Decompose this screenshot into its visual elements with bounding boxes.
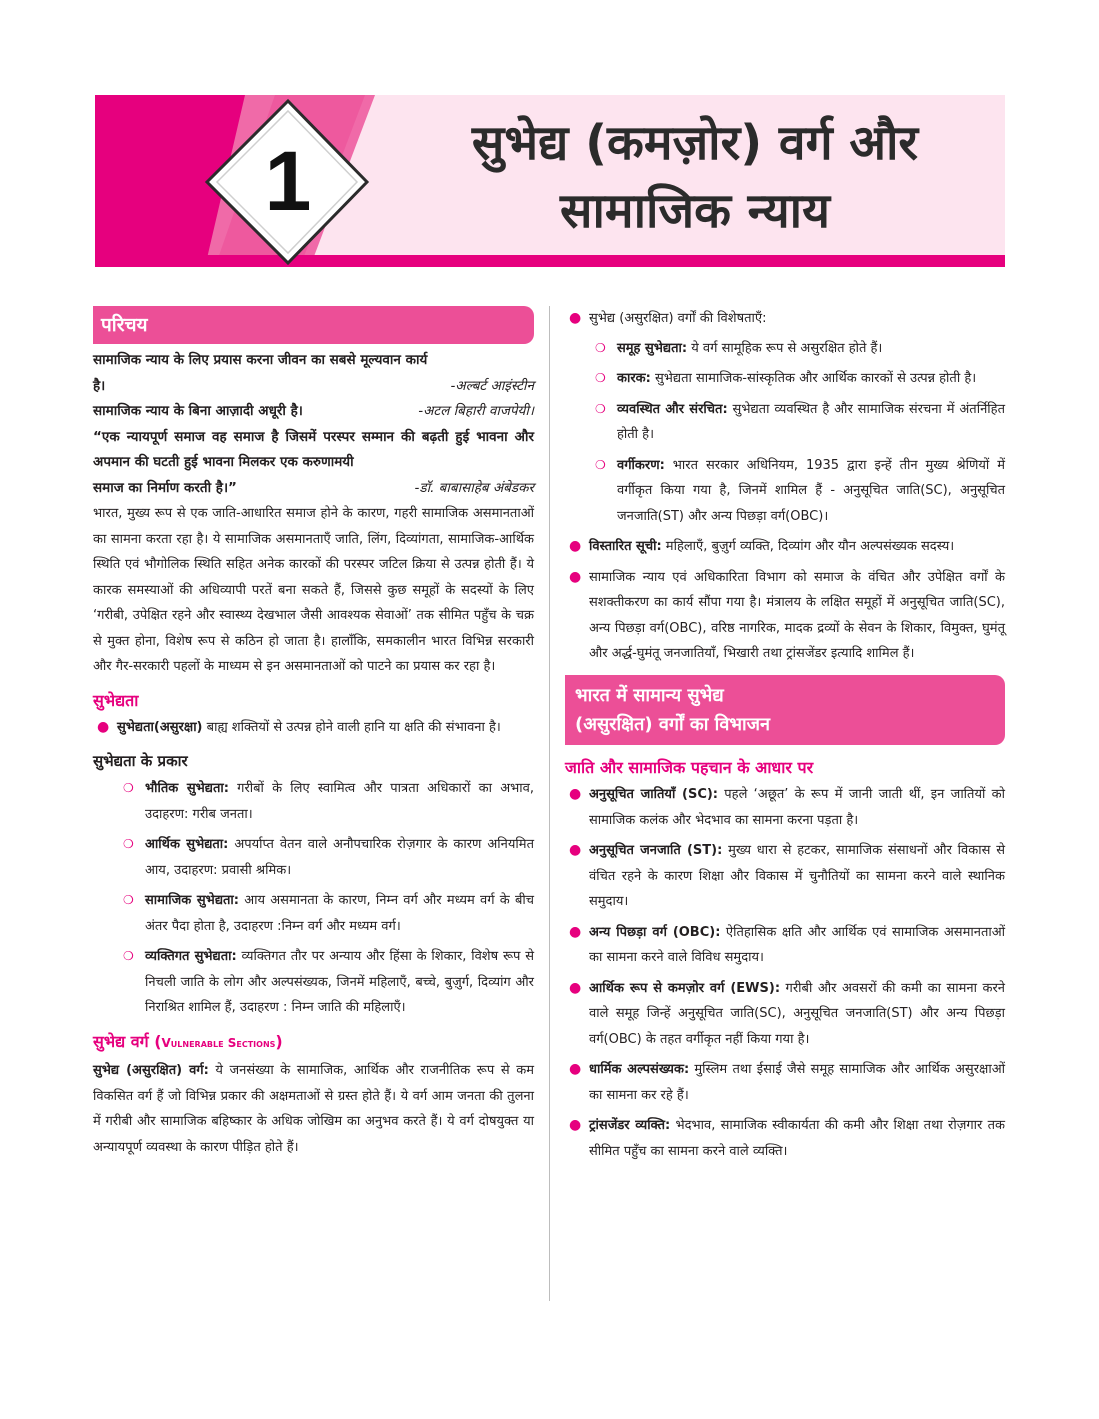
right-column [565,306,1005,1169]
filled-circle-bullet-icon: ● [569,310,582,326]
quote-vajpayee [93,399,534,425]
list-item [593,397,1005,448]
extended-list [565,534,1005,667]
vulnerable-sections-heading-hi: सुभेद्य वर्ग ( [93,1031,162,1051]
chapter-title [395,109,995,245]
list-item [565,920,1005,971]
hollow-circle-bullet-icon: ❍ [595,401,606,416]
quote-vajpayee-author: -अटल बिहारी वाजपेयी। [418,403,534,419]
quote-ambedkar-author: -डॉ. बाबासाहेब अंबेडकर [414,479,534,496]
filled-circle-bullet-icon: ● [569,842,582,858]
feature-text: भारत सरकार अधिनियम, 1935 द्वारा इन्हें तीन मुख्य श्रेणियों में वर्गीकृत किया गया है, जिनमें शामिल हैं - अनुसूचित जाति(SC), अनुसूचित जनजाति(ST) और अन्य पिछड़ा वर्ग(OBC)। [617,457,1005,524]
left-column [93,306,534,1160]
chapter-number: 1 [264,134,312,228]
hollow-circle-bullet-icon: ❍ [123,837,134,851]
list-item [565,534,1005,560]
vulnerability-list [93,715,534,741]
vulnerability-text: बाह्य शक्तियों से उत्पन्न होने वाली हानि या क्षति की संभावना है। [202,720,501,735]
ministry-text: सामाजिक न्याय एवं अधिकारिता विभाग को समाज के वंचित और उपेक्षित वर्गों के सशक्तीकरण का कार्य सौंपा गया है। मंत्रालय के लक्षित समूहों में अनुसूचित जाति(SC), अन्य पिछड़ा वर्ग(OBC), वरिष्ठ नागरिक, मादक द्रव्यों के सेवन के शिकार, विमुक्त, घुमंतू और अर्द्ध-घुमंतू जनजातियाँ, भिखारी तथा ट्रांसजेंडर इत्यादि शामिल हैं। [589,569,1005,661]
features-list [565,306,1005,332]
quote-ambedkar-text: “एक न्यायपूर्ण समाज वह समाज है जिसमें परस्पर सम्मान की बढ़ती हुई भावना और अपमान की घटती हुई भावना मिलकर एक करुणामयी [93,428,534,470]
extended-text: महिलाएँ, बुज़ुर्ग व्यक्ति, दिव्यांग और यौन अल्पसंख्यक सदस्य। [661,539,955,554]
hollow-circle-bullet-icon: ❍ [123,949,134,963]
list-item [593,366,1005,392]
type-term: व्यक्तिगत सुभेद्यता: [145,949,237,964]
quote-vajpayee-text: सामाजिक न्याय के बिना आज़ादी अधूरी है। [93,403,303,419]
feature-text: ये वर्ग सामूहिक रूप से असुरक्षित होते हैं। [687,340,883,356]
list-item [565,782,1005,833]
filled-circle-bullet-icon: ● [97,719,110,735]
vulnerable-sections-heading-en: Vulnerable Sections [161,1035,276,1050]
group-text: ऐतिहासिक क्षति और आर्थिक एवं सामाजिक असमानताओं का सामना करने वाले विविध समुदाय। [589,924,1006,965]
hollow-circle-bullet-icon: ❍ [595,371,606,385]
feature-term: कारक: [617,371,651,386]
filled-circle-bullet-icon: ● [569,1061,582,1077]
quote-ambedkar [93,476,534,502]
caste-identity-heading: जाति और सामाजिक पहचान के आधार पर [565,757,814,777]
quote-ambedkar-end: समाज का निर्माण करती है।” [93,479,237,496]
type-term: भौतिक सुभेद्यता: [145,781,229,796]
column-divider [549,306,550,1301]
list-item [593,336,1005,362]
quote-einstein-author: -अल्बर्ट आइंस्टीन [450,377,534,394]
group-text: भेदभाव, सामाजिक स्वीकार्यता की कमी और शिक्षा तथा रोज़गार तक सीमित पहुँच का सामना करने वाले व्यक्ति। [589,1118,1005,1159]
list-item [593,453,1005,530]
features-intro: सुभेद्य (असुरक्षित) वर्गों की विशेषताएँ: [589,311,767,326]
quote-einstein-text: सामाजिक न्याय के लिए प्रयास करना जीवन का सबसे मूल्यवान कार्य [93,352,428,368]
vulnerable-sections-term: सुभेद्य (असुरक्षित) वर्ग: [93,1063,209,1078]
hollow-circle-bullet-icon: ❍ [595,457,606,472]
list-item [565,976,1005,1053]
feature-term: वर्गीकरण: [617,457,665,473]
division-heading-line-2: (असुरक्षित) वर्गों का विभाजन [575,713,770,735]
filled-circle-bullet-icon: ● [569,786,582,802]
list-item [93,715,534,741]
group-text: पहले ‘अछूत’ के रूप में जानी जाती थीं, इन जातियों को सामाजिक कलंक और भेदभाव का सामना करना पड़ता है। [589,787,1005,828]
group-term: अनुसूचित जातियाँ (SC): [589,787,718,802]
feature-term: समूह सुभेद्यता: [617,340,688,356]
filled-circle-bullet-icon: ● [569,923,582,940]
list-item [565,1113,1005,1164]
list-item [121,944,534,1021]
hollow-circle-bullet-icon: ❍ [123,893,134,907]
list-item [565,565,1005,667]
features-sublist [565,336,1005,530]
filled-circle-bullet-icon: ● [569,568,582,585]
division-heading [565,675,1005,745]
types-heading: सुभेद्यता के प्रकार [93,751,188,770]
filled-circle-bullet-icon: ● [569,538,582,554]
chapter-title-line-1: सुभेद्य (कमज़ोर) वर्ग और [471,115,919,171]
feature-text: सुभेद्यता सामाजिक-सांस्कृतिक और आर्थिक कारकों से उत्पन्न होती है। [650,371,977,386]
vulnerable-sections-text: ये जनसंख्या के सामाजिक, आर्थिक और राजनीतिक रूप से कम विकसित वर्ग हैं जो विभिन्न प्रकार की अक्षमताओं से ग्रस्त होते हैं। ये वर्ग आम जनता की तुलना में गरीबी और सामाजिक बहिष्कार के अधिक जोखिम का अनुभव करते हैं। ये वर्ग दोषयुक्त या अन्यायपूर्ण व्यवस्था के कारण पीड़ित होते हैं। [93,1063,534,1155]
group-term: अनुसूचित जनजाति (ST): [589,843,723,858]
list-item [121,776,534,827]
list-item [121,888,534,939]
quote-einstein-end: है। [93,377,106,394]
list-item [565,306,1005,332]
type-text: गरीबों के लिए स्वामित्व और पात्रता अधिकारों का अभाव, उदाहरण: गरीब जनता। [145,781,534,822]
vulnerability-heading: सुभेद्यता [93,690,139,710]
list-item [121,832,534,883]
feature-term: व्यवस्थित और संरचित: [617,401,728,417]
groups-list [565,782,1005,1164]
hollow-circle-bullet-icon: ❍ [123,781,134,795]
type-text: आय असमानता के कारण, निम्न वर्ग और मध्यम वर्ग के बीच अंतर पैदा होता है, उदाहरण :निम्न वर्ग और मध्यम वर्ग। [145,893,534,934]
filled-circle-bullet-icon: ● [569,1117,582,1133]
group-text: गरीबी और अवसरों की कमी का सामना करने वाले समूह जिन्हें अनुसूचित जाति(SC), अनुसूचित जनजाति(ST) और अन्य पिछड़ा वर्ग(OBC) के तहत वर्गीकृत नहीं किया गया है। [589,980,1005,1047]
vulnerable-sections-heading-close: ) [275,1031,283,1051]
group-text: मुस्लिम तथा ईसाई जैसे समूह सामाजिक और आर्थिक असुरक्षाओं का सामना कर रहे हैं। [589,1062,1005,1103]
chapter-title-line-2: सामाजिक न्याय [560,183,830,239]
vulnerability-term: सुभेद्यता(असुरक्षा) [117,720,203,735]
group-term: अन्य पिछड़ा वर्ग (OBC): [589,924,721,940]
division-heading-line-1: भारत में सामान्य सुभेद्य [575,684,724,706]
chapter-header [95,95,1005,267]
quote-einstein [93,374,534,400]
types-list [93,776,534,1021]
list-item [565,1057,1005,1108]
extended-term: विस्तारित सूची: [589,539,662,554]
group-term: आर्थिक रूप से कमज़ोर वर्ग (EWS): [589,980,781,996]
filled-circle-bullet-icon: ● [569,979,582,996]
vulnerable-sections-paragraph [93,1058,534,1160]
hollow-circle-bullet-icon: ❍ [595,340,606,355]
list-item [565,838,1005,915]
group-term: ट्रांसजेंडर व्यक्ति: [589,1118,671,1133]
type-text: अपर्याप्त वेतन वाले अनौपचारिक रोज़गार के कारण अनियमित आय, उदाहरण: प्रवासी श्रमिक। [145,837,534,878]
group-term: धार्मिक अल्पसंख्यक: [589,1062,690,1077]
group-text: मुख्य धारा से हटकर, सामाजिक संसाधनों और विकास से वंचित रहने के कारण शिक्षा और विकास में चुनौतियों का सामना करने वाले स्थानिक समुदाय। [589,843,1005,909]
intro-paragraph: भारत, मुख्य रूप से एक जाति-आधारित समाज होने के कारण, गहरी सामाजिक असमानताओं का सामना करता रहा है। ये सामाजिक असमानताएँ जाति, लिंग, दिव्यांगता, सामाजिक-आर्थिक स्थिति एवं भौगोलिक स्थिति सहित अनेक कारकों की परस्पर जटिल क्रिया से उत्पन्न होती हैं। ये कारक समस्याओं की अधिव्यापी परतें बना सकते हैं, जिससे कुछ समूहों के सदस्यों के लिए ‘गरीबी, उपेक्षित रहने और स्वास्थ्य देखभाल जैसी आवश्यक सेवाओं’ तक सीमित पहुँच के चक्र से मुक्त होना, विशेष रूप से कठिन हो जाता है। हालाँकि, समकालीन भारत विभिन्न सरकारी और गैर-सरकारी पहलों के माध्यम से इन असमानताओं को पाटने का प्रयास कर रहा है। [93,506,534,674]
vulnerable-sections-heading [93,1029,534,1057]
intro-heading: परिचय [93,306,534,344]
type-text: व्यक्तिगत तौर पर अन्याय और हिंसा के शिकार, विशेष रूप से निचली जाति के लोग और अल्पसंख्यक, जिनमें महिलाएँ, बच्चे, बुज़ुर्ग, दिव्यांग और निराश्रित शामिल हैं, उदाहरण : निम्न जाति की महिलाएँ। [145,949,534,1015]
feature-text: सुभेद्यता व्यवस्थित है और सामाजिक संरचना में अंतर्निहित होती है। [617,401,1005,442]
type-term: आर्थिक सुभेद्यता: [145,837,229,852]
type-term: सामाजिक सुभेद्यता: [145,893,239,908]
